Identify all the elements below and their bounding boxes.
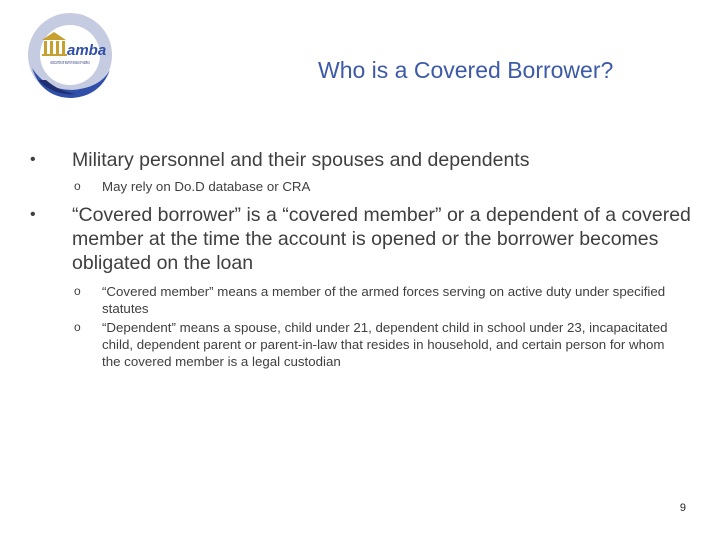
sub-bullet-item (30, 283, 680, 317)
bullet-list (30, 148, 700, 370)
bullet-marker: • (30, 151, 36, 168)
page-number: 9 (679, 502, 686, 514)
sub-bullet-marker: o (74, 284, 81, 298)
bullet-item (30, 203, 712, 275)
amba-logo (20, 10, 120, 102)
sub-bullet-text: “Dependent” means a spouse, child under 21, dependent child in school under 23, incapacitated child, dependent parent or parent-in-law that resides in household, and certain person for whom the covered member is a legal custodian (102, 320, 668, 369)
sub-bullet-marker: o (74, 179, 81, 193)
sub-bullet-item (30, 178, 700, 195)
sub-bullet-list (30, 283, 680, 370)
sub-bullet-text: May rely on Do.D database or CRA (102, 179, 311, 194)
logo-wordmark: amba (67, 42, 107, 59)
sub-bullet-marker: o (74, 320, 81, 334)
sub-bullet-text: “Covered member” means a member of the armed forces serving on active duty under specified statutes (102, 284, 666, 316)
bullet-marker: • (30, 206, 36, 223)
logo-ring-text: ASSOCIATION OF MILITARY BANKS OF AMERICA (50, 60, 91, 65)
sub-bullet-list (30, 178, 700, 195)
bullet-item (30, 148, 700, 172)
slide-title: Who is a Covered Borrower? (318, 57, 614, 83)
bullet-text: Military personnel and their spouses and dependents (72, 149, 530, 171)
sub-bullet-item (30, 319, 680, 370)
bullet-text: “Covered borrower” is a “covered member” or a dependent of a covered member at the time the account is opened or the borrower becomes obligated on the loan (72, 204, 691, 274)
